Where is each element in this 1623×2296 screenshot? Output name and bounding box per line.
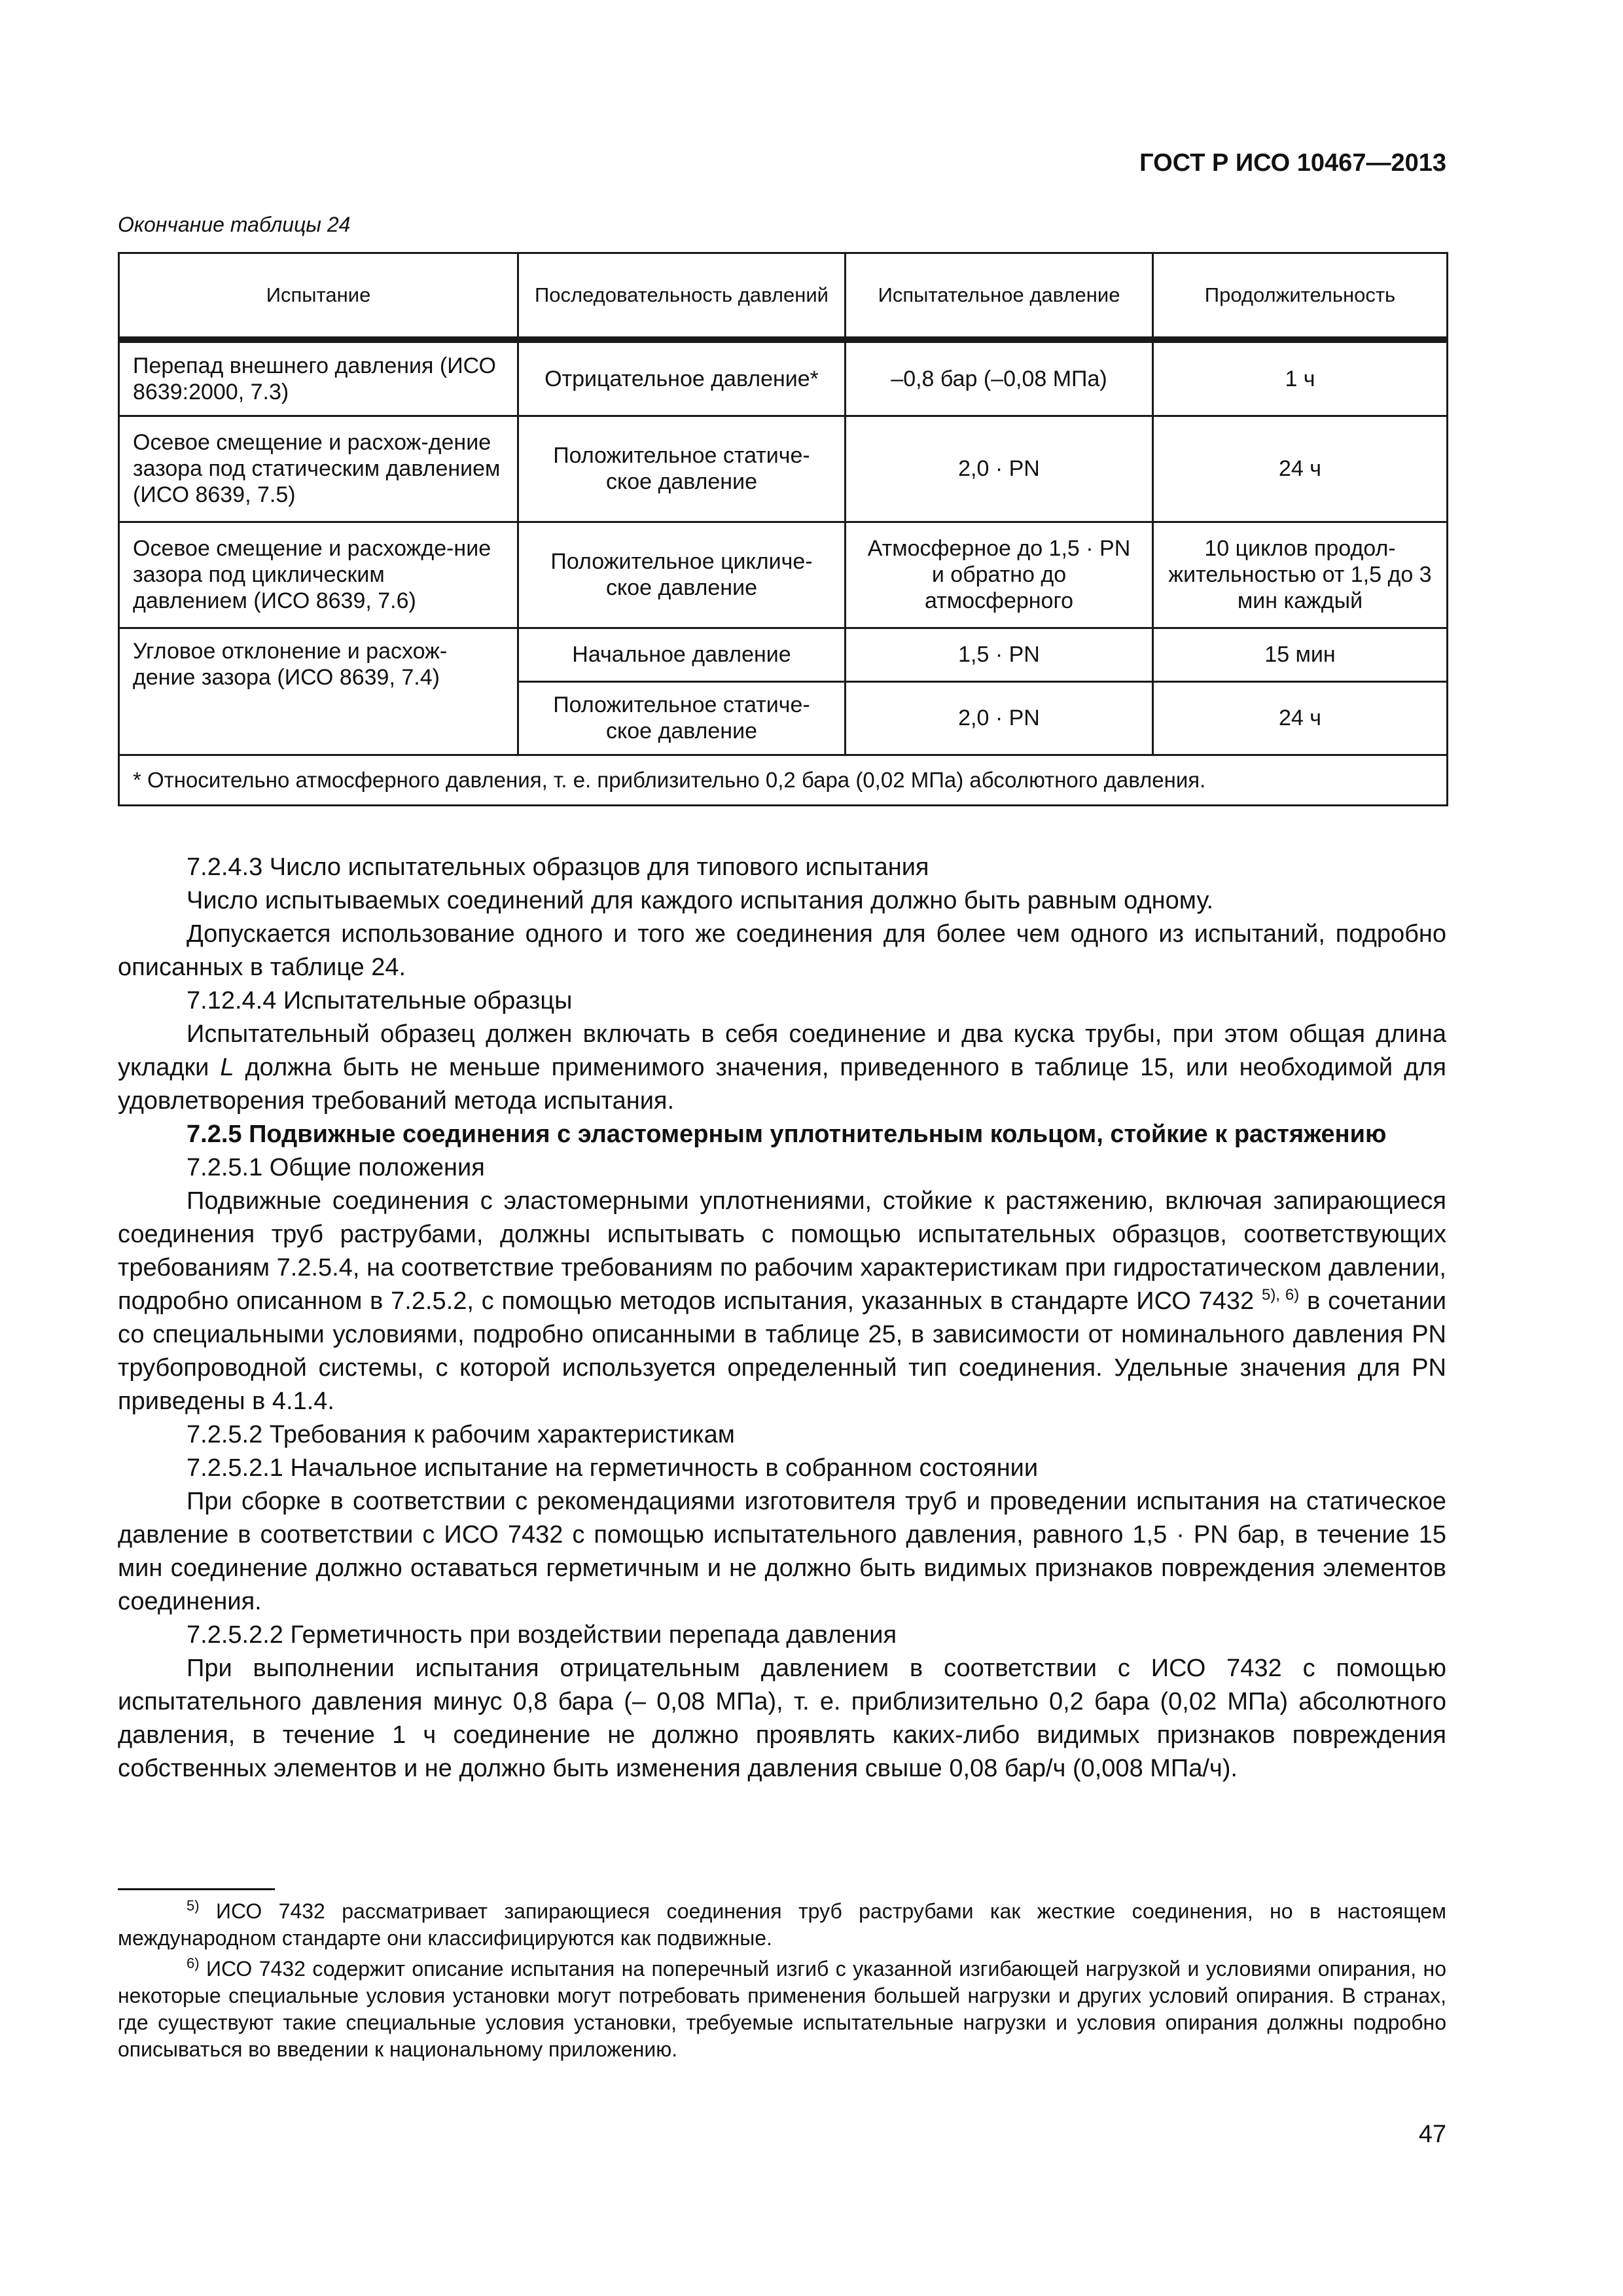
table-footnote: * Относительно атмосферного давления, т. е. приблизительно 0,2 бара (0,02 МПа) абсолютного давления. xyxy=(119,755,1448,805)
footnote-text: ИСО 7432 содержит описание испытания на поперечный изгиб с указанной изгибающей нагрузкой и условиями опирания, но некоторые специальные условия установки могут потребовать применения большей нагрузки и других условий опирания. В странах, где существуют такие специальные условия установки, требуемые испытательные нагрузки и условия опирания должны подробно описываться во введении к национальному приложению. xyxy=(118,1957,1447,2061)
main-text xyxy=(118,851,1446,1785)
table-cell: 10 циклов продол-жительностью от 1,5 до 3 мин каждый xyxy=(1153,522,1448,628)
table-cell: Атмосферное до 1,5 · PN и обратно до атмосферного xyxy=(846,522,1153,628)
clause-heading: 7.12.4.4 Испытательные образцы xyxy=(187,987,573,1014)
table-row xyxy=(119,340,1448,416)
paragraph-text: Подвижные соединения с эластомерными уплотнениями, стойкие к растяжению, включая запирающиеся соединения труб раструбами, должны испытывать с помощью испытательных образцов, соответствующих требованиям 7.2.5.4, на соответствие требованиям по рабочим характеристикам при гидростатическом давлении, подробно описанном в 7.2.5.2, с помощью методов испытания, указанных в стандарте ИСО 7432 xyxy=(118,1187,1446,1315)
table-cell: Начальное давление xyxy=(518,628,846,681)
paragraph: Число испытываемых соединений для каждого испытания должно быть равным одному. xyxy=(187,887,1214,914)
table-cell: Положительное цикличе-ское давление xyxy=(518,522,846,628)
table-caption: Окончание таблицы 24 xyxy=(118,213,351,236)
paragraph-text: должна быть не меньше применимого значения, приведенного в таблице 15, или необходимой для удовлетворения требований метода испытания. xyxy=(118,1054,1446,1115)
table-cell: 24 ч xyxy=(1153,416,1448,522)
table-cell: 15 мин xyxy=(1153,628,1448,681)
document-id-header: ГОСТ Р ИСО 10467—2013 xyxy=(1139,149,1446,177)
paragraph xyxy=(118,1185,1446,1418)
footnotes xyxy=(118,1898,1446,2067)
table-header-cell: Испытательное давление xyxy=(846,253,1153,340)
paragraph xyxy=(118,1018,1446,1118)
table-note-row xyxy=(119,755,1448,805)
clause-heading: 7.2.5.2.1 Начальное испытание на герметичность в собранном состоянии xyxy=(187,1454,1039,1482)
table-header-cell: Последовательность давлений xyxy=(518,253,846,340)
table-cell: 24 ч xyxy=(1153,681,1448,755)
variable-l: L xyxy=(220,1054,234,1081)
table-header-cell: Испытание xyxy=(119,253,518,340)
footnote-5 xyxy=(118,1898,1446,1952)
paragraph: При выполнении испытания отрицательным давлением в соответствии с ИСО 7432 с помощью испытательного давления минус 0,8 бара (– 0,08 МПа), т. е. приблизительно 0,2 бара (0,02 МПа) абсолютного давления, в течение 1 ч соединение не должно проявлять каких-либо видимых признаков повреждения собственных элементов и не должно быть изменения давления свыше 0,08 бар/ч (0,008 МПа/ч). xyxy=(118,1655,1446,1782)
clause-heading: 7.2.4.3 Число испытательных образцов для типового испытания xyxy=(187,853,929,881)
clause-heading: 7.2.5.2 Требования к рабочим характеристикам xyxy=(187,1421,735,1448)
table-row xyxy=(119,416,1448,522)
footnote-text: ИСО 7432 рассматривает запирающиеся соединения труб раструбами как жесткие соединения, но в настоящем международном стандарте они классифицируются как подвижные. xyxy=(118,1899,1447,1950)
page-number: 47 xyxy=(1418,2121,1446,2148)
table-row xyxy=(119,628,1448,681)
footnote-mark: 5) xyxy=(187,1897,200,1914)
footnote-ref: 5), 6) xyxy=(1261,1286,1300,1304)
footnote-6 xyxy=(118,1956,1446,2063)
footnote-divider xyxy=(118,1888,275,1890)
paragraph-text: Испытательный образец должен включать в себя соединение и два куска трубы, при этом общая длина укладки xyxy=(118,1020,1446,1081)
table-cell: Положительное статиче-ское давление xyxy=(518,416,846,522)
footnote-mark: 6) xyxy=(187,1955,200,1971)
table-cell: Осевое смещение и расхож-дение зазора под статическим давлением (ИСО 8639, 7.5) xyxy=(119,416,518,522)
table-cell: 1 ч xyxy=(1153,340,1448,416)
test-table xyxy=(118,252,1448,806)
table-cell: 2,0 · PN xyxy=(846,416,1153,522)
clause-heading: 7.2.5.2.2 Герметичность при воздействии перепада давления xyxy=(187,1621,897,1649)
table-cell: Положительное статиче-ское давление xyxy=(518,681,846,755)
section-heading: 7.2.5 Подвижные соединения с эластомерным уплотнительным кольцом, стойкие к растяжению xyxy=(187,1121,1387,1148)
table-header-cell: Продолжительность xyxy=(1153,253,1448,340)
paragraph: Допускается использование одного и того же соединения для более чем одного из испытаний, подробно описанных в таблице 24. xyxy=(118,920,1446,981)
table-cell: 1,5 · PN xyxy=(846,628,1153,681)
table-cell: –0,8 бар (–0,08 МПа) xyxy=(846,340,1153,416)
paragraph-text: в сочетании со специальными условиями, подробно описанными в таблице 25, в зависимости от номинального давления PN трубопроводной системы, с которой используется определенный тип соединения. Удельные значения для PN приведены в 4.1.4. xyxy=(118,1287,1447,1415)
table-cell: Угловое отклонение и расхож-дение зазора (ИСО 8639, 7.4) xyxy=(119,628,518,755)
paragraph: При сборке в соответствии с рекомендациями изготовителя труб и проведении испытания на статическое давление в соответствии с ИСО 7432 с помощью испытательного давления, равного 1,5 · PN бар, в течение 15 мин соединение должно оставаться герметичным и не должно быть видимых признаков повреждения элементов соединения. xyxy=(118,1488,1446,1615)
table-row xyxy=(119,522,1448,628)
table-cell: 2,0 · PN xyxy=(846,681,1153,755)
clause-heading: 7.2.5.1 Общие положения xyxy=(187,1154,485,1181)
table-cell: Отрицательное давление* xyxy=(518,340,846,416)
table-cell: Перепад внешнего давления (ИСО 8639:2000, 7.3) xyxy=(119,340,518,416)
table-cell: Осевое смещение и расхожде-ние зазора под циклическим давлением (ИСО 8639, 7.6) xyxy=(119,522,518,628)
table-header-row xyxy=(119,253,1448,340)
